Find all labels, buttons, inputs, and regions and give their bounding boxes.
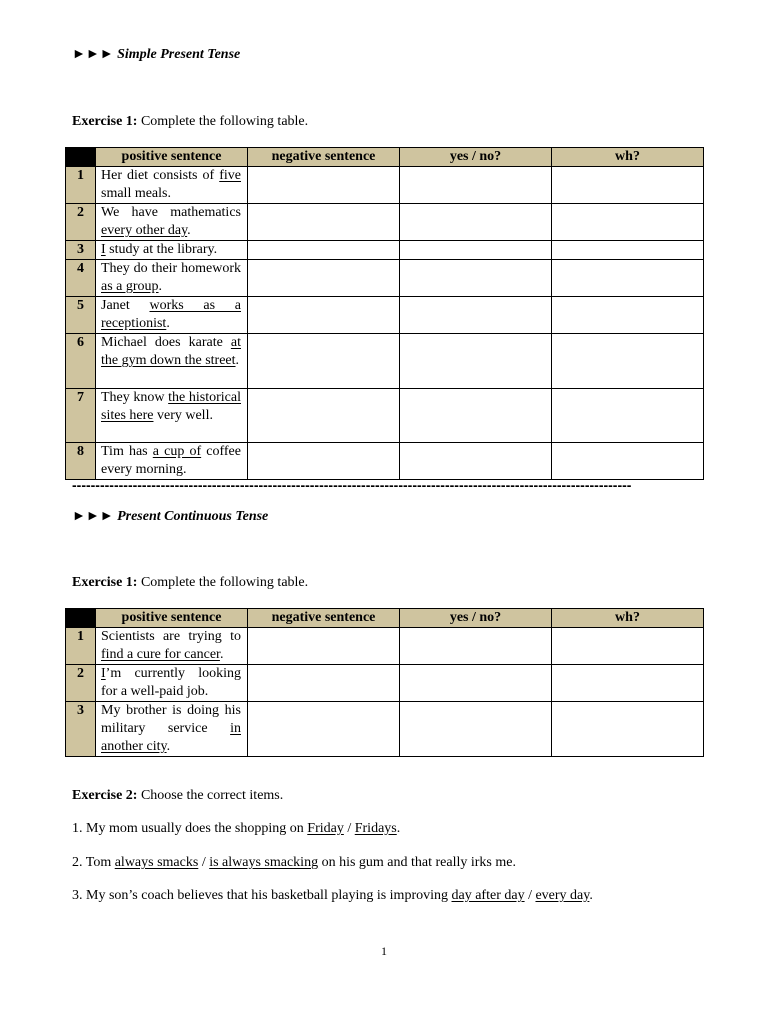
text-segment: 1. My mom usually does the shopping on xyxy=(72,821,308,836)
yes-no-cell[interactable] xyxy=(400,389,552,443)
table-row xyxy=(66,260,704,297)
positive-sentence-cell xyxy=(96,334,248,389)
row-number: 7 xyxy=(66,389,96,443)
exercise-instruction: Complete the following table. xyxy=(140,114,309,129)
underlined-phrase: every other day xyxy=(101,223,188,238)
positive-sentence-cell xyxy=(96,204,248,241)
negative-sentence-cell[interactable] xyxy=(248,628,400,665)
choice-item xyxy=(72,888,593,904)
table-header-row xyxy=(66,148,704,167)
text-segment: small meals. xyxy=(101,186,171,201)
section-divider: ------------------------------------------------------------------------------------------------------------------------ xyxy=(72,477,632,493)
text-segment: / xyxy=(524,888,536,903)
choice-item xyxy=(72,855,516,871)
simple-present-table xyxy=(65,147,704,480)
text-segment: . xyxy=(187,223,191,238)
text-segment: / xyxy=(343,821,355,836)
underlined-phrase: works as a receptionist xyxy=(101,298,241,331)
yes-no-cell[interactable] xyxy=(400,241,552,260)
exercise-label: Exercise 1: xyxy=(72,575,138,590)
exercise-instruction: Complete the following table. xyxy=(140,575,309,590)
text-segment: very well. xyxy=(153,408,213,423)
positive-sentence-cell xyxy=(96,167,248,204)
exercise-2-title xyxy=(72,788,283,804)
table-row xyxy=(66,389,704,443)
yes-no-cell[interactable] xyxy=(400,260,552,297)
underlined-phrase: find a cure for cancer xyxy=(101,647,220,662)
row-number: 3 xyxy=(66,241,96,260)
choice-item xyxy=(72,821,400,837)
underlined-phrase: I xyxy=(101,242,106,257)
text-segment: Scientists are trying to xyxy=(101,629,241,644)
negative-sentence-cell[interactable] xyxy=(248,443,400,480)
text-segment: 3. My son’s coach believes that his basketball playing is improving xyxy=(72,888,452,903)
wh-cell[interactable] xyxy=(552,443,704,480)
table-row xyxy=(66,167,704,204)
negative-sentence-cell[interactable] xyxy=(248,167,400,204)
underlined-phrase: in another city xyxy=(101,721,241,754)
text-segment: on his gum and that really irks me. xyxy=(318,855,516,870)
text-segment: . xyxy=(166,739,171,754)
text-segment: . xyxy=(166,316,170,331)
yes-no-cell[interactable] xyxy=(400,702,552,757)
arrow-icons: ►►► xyxy=(72,47,114,62)
underlined-phrase: five xyxy=(219,168,241,183)
text-segment: . xyxy=(235,353,240,368)
text-segment: They know xyxy=(101,390,169,405)
negative-sentence-cell[interactable] xyxy=(248,334,400,389)
wh-cell[interactable] xyxy=(552,702,704,757)
negative-sentence-cell[interactable] xyxy=(248,241,400,260)
text-segment: . xyxy=(219,647,224,662)
yes-no-cell[interactable] xyxy=(400,443,552,480)
underlined-phrase: at the gym down the street xyxy=(101,335,241,368)
text-segment: . xyxy=(396,821,401,836)
wh-cell[interactable] xyxy=(552,389,704,443)
row-number: 2 xyxy=(66,204,96,241)
wh-cell[interactable] xyxy=(552,241,704,260)
exercise-instruction: Choose the correct items. xyxy=(140,788,284,803)
underlined-phrase: Fridays xyxy=(354,821,397,836)
underlined-phrase: day after day xyxy=(451,888,525,903)
negative-sentence-cell[interactable] xyxy=(248,702,400,757)
underlined-phrase: the historical sites here xyxy=(101,390,241,423)
yes-no-cell[interactable] xyxy=(400,167,552,204)
yes-no-cell[interactable] xyxy=(400,665,552,702)
exercise-label: Exercise 1: xyxy=(72,114,138,129)
text-segment: We have mathematics xyxy=(101,205,241,220)
wh-cell[interactable] xyxy=(552,334,704,389)
positive-sentence-cell xyxy=(96,297,248,334)
yes-no-cell[interactable] xyxy=(400,297,552,334)
row-number: 3 xyxy=(66,702,96,757)
negative-sentence-cell[interactable] xyxy=(248,389,400,443)
underlined-phrase: is always smacking xyxy=(209,855,319,870)
exercise-title xyxy=(72,575,308,591)
negative-sentence-cell[interactable] xyxy=(248,260,400,297)
negative-sentence-cell[interactable] xyxy=(248,297,400,334)
header-wh: wh? xyxy=(552,148,704,167)
table-row xyxy=(66,334,704,389)
underlined-phrase: as a group xyxy=(101,279,159,294)
table-row xyxy=(66,628,704,665)
row-number: 8 xyxy=(66,443,96,480)
section-heading-simple-present xyxy=(72,47,240,63)
table-row xyxy=(66,665,704,702)
yes-no-cell[interactable] xyxy=(400,334,552,389)
section-title: Simple Present Tense xyxy=(117,47,241,62)
text-segment: Her diet consists of xyxy=(101,168,220,183)
text-segment: My brother is doing his military service xyxy=(101,703,241,736)
arrow-icons: ►►► xyxy=(72,509,114,524)
underlined-phrase: always smacks xyxy=(114,855,199,870)
wh-cell[interactable] xyxy=(552,167,704,204)
row-number: 4 xyxy=(66,260,96,297)
table-row xyxy=(66,297,704,334)
positive-sentence-cell xyxy=(96,260,248,297)
text-segment: . xyxy=(158,279,163,294)
text-segment: . xyxy=(589,888,593,903)
wh-cell[interactable] xyxy=(552,628,704,665)
table-header-row xyxy=(66,609,704,628)
positive-sentence-cell xyxy=(96,702,248,757)
row-number: 5 xyxy=(66,297,96,334)
text-segment: study at the library. xyxy=(105,242,218,257)
text-segment: 2. Tom xyxy=(72,855,115,870)
positive-sentence-cell xyxy=(96,628,248,665)
row-number: 2 xyxy=(66,665,96,702)
table-row xyxy=(66,241,704,260)
table-row xyxy=(66,443,704,480)
exercise-title xyxy=(72,114,308,130)
section-heading-present-continuous xyxy=(72,509,268,525)
table-row xyxy=(66,702,704,757)
underlined-phrase: a cup of xyxy=(152,444,202,459)
header-yes-no: yes / no? xyxy=(400,609,552,628)
positive-sentence-cell xyxy=(96,389,248,443)
wh-cell[interactable] xyxy=(552,204,704,241)
section-title: Present Continuous Tense xyxy=(117,509,269,524)
header-negative: negative sentence xyxy=(248,148,400,167)
page-number: 1 xyxy=(381,944,387,958)
wh-cell[interactable] xyxy=(552,260,704,297)
text-segment: / xyxy=(198,855,210,870)
underlined-phrase: every day xyxy=(535,888,590,903)
row-number: 1 xyxy=(66,628,96,665)
wh-cell[interactable] xyxy=(552,665,704,702)
row-number: 6 xyxy=(66,334,96,389)
header-negative: negative sentence xyxy=(248,609,400,628)
present-continuous-table xyxy=(65,608,704,757)
header-positive: positive sentence xyxy=(96,609,248,628)
text-segment: Janet xyxy=(101,298,150,313)
text-segment: Michael does karate xyxy=(101,335,231,350)
positive-sentence-cell xyxy=(96,443,248,480)
header-wh: wh? xyxy=(552,609,704,628)
text-segment: Tim has xyxy=(101,444,153,459)
table-row xyxy=(66,204,704,241)
yes-no-cell[interactable] xyxy=(400,204,552,241)
text-segment: They do their homework xyxy=(101,261,241,276)
header-yes-no: yes / no? xyxy=(400,148,552,167)
row-number: 1 xyxy=(66,167,96,204)
yes-no-cell[interactable] xyxy=(400,628,552,665)
text-segment: coffee every morning. xyxy=(101,444,241,477)
wh-cell[interactable] xyxy=(552,297,704,334)
positive-sentence-cell xyxy=(96,665,248,702)
header-positive: positive sentence xyxy=(96,148,248,167)
header-corner-cell xyxy=(66,148,96,167)
negative-sentence-cell[interactable] xyxy=(248,204,400,241)
underlined-phrase: I xyxy=(101,666,106,681)
header-corner-cell xyxy=(66,609,96,628)
negative-sentence-cell[interactable] xyxy=(248,665,400,702)
text-segment: ’m currently looking for a well-paid job. xyxy=(101,666,241,699)
underlined-phrase: Friday xyxy=(307,821,344,836)
positive-sentence-cell xyxy=(96,241,248,260)
exercise-label: Exercise 2: xyxy=(72,788,138,803)
